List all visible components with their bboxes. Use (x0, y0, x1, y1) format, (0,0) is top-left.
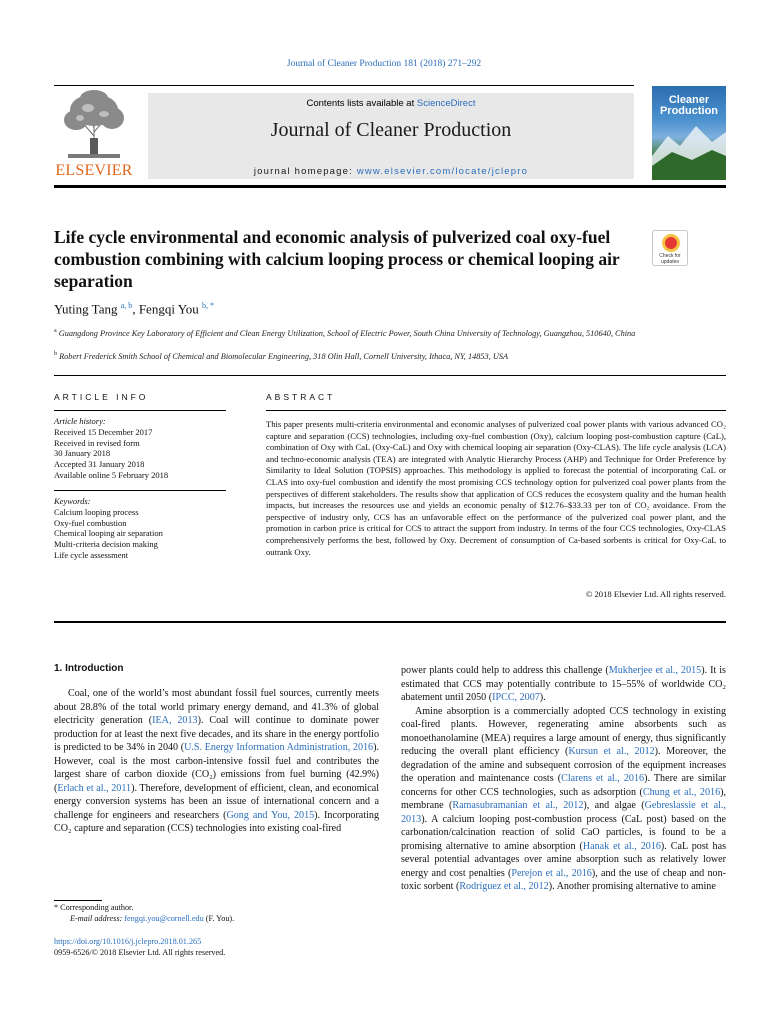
text-run: ). It is estimated that CCS may potentially contribute to 15–55% of worldwide CO₂ abatement until 2050 ( (401, 665, 726, 703)
reference-link[interactable]: Ramasubramanian et al., 2012 (452, 800, 584, 811)
abstract-heading: ABSTRACT (266, 392, 336, 402)
text-run: power plants could help to address this challenge ( (401, 665, 609, 676)
intro-paragraph (54, 687, 379, 836)
text-run: ). However, coal is the most carbon-intensive fossil fuel and contributes the largest share of carbon dioxide (CO₂) emissions from fuel burning (42.9%) ( (54, 742, 379, 794)
text-run: ). Another promising alternative to amine (548, 881, 716, 892)
text-run: ), and algae ( (583, 800, 645, 811)
journal-homepage (148, 166, 634, 177)
author-affiliation-link[interactable]: b, * (202, 301, 215, 310)
reference-link[interactable]: Hanak et al., 2016 (582, 840, 661, 852)
homepage-link[interactable]: www.elsevier.com/locate/jclepro (356, 166, 529, 177)
text-run: ). (539, 692, 546, 703)
right-column (401, 664, 726, 894)
section-rule (54, 375, 726, 376)
history-item: Received 15 December 2017 (54, 426, 153, 437)
keyword-item[interactable]: Calcium looping process (54, 506, 139, 517)
header-bottom-rule (54, 185, 726, 188)
author-name: Fengqi You (138, 301, 199, 317)
author-affiliation-link[interactable]: a, b (120, 301, 133, 310)
article-info-heading: ARTICLE INFO (54, 392, 149, 402)
introduction-heading: 1. Introduction (54, 663, 124, 674)
affiliation-text: Guangdong Province Key Laboratory of Efficient and Clean Energy Utilization, School of Electric Power, South China University of Technology, Guangzhou, 510640, China (58, 328, 636, 338)
email-footnote (54, 914, 384, 925)
email-suffix: (F. You). (203, 914, 235, 923)
affiliation-text: Robert Frederick Smith School of Chemical and Biomolecular Engineering, 318 Olin Hall, Cornell University, Ithaca, NY, 14853, USA (59, 351, 509, 361)
reference-link[interactable]: U.S. Energy Information Administration, 2016 (184, 742, 374, 753)
reference-link[interactable]: Mukherjee et al., 2015 (608, 665, 702, 676)
left-column (54, 687, 379, 836)
history-item: 30 January 2018 (54, 448, 111, 459)
homepage-label: journal homepage: (253, 166, 357, 177)
corresponding-author-note: * Corresponding author. (54, 903, 134, 912)
text-run: ). Coal will continue to dominate power production for at least the next five decades, and its share in the energy portfolio is predicted to be 34% in 2040 ( (54, 715, 380, 753)
history-item: Accepted 31 January 2018 (54, 459, 145, 470)
text-run: Coal, one of the world’s most abundant fossil fuel sources, currently meets about 28.8% of the total world primary energy demand, and 41.3% of global electricity generation ( (54, 688, 379, 726)
reference-link[interactable]: Rodríguez et al., 2012 (459, 881, 549, 892)
contents-availability (148, 98, 634, 109)
header-top-rule (54, 85, 634, 86)
text-run: ), and the use of cheap and non-toxic sorbent ( (401, 867, 726, 892)
cover-landscape-icon (652, 86, 726, 180)
text-run: ). Incorporating CO₂ capture and separation (CCS) technologies into existing coal-fired (54, 809, 379, 834)
reference-link[interactable]: Perejon et al., 2016 (511, 867, 592, 879)
journal-name: Journal of Cleaner Production (270, 119, 512, 141)
affiliation-marker: b (54, 351, 57, 357)
author-list (54, 301, 214, 317)
intro-paragraph (401, 705, 726, 894)
cover-title: Cleaner Production (659, 94, 719, 117)
keyword-item[interactable]: Oxy-fuel combustion (54, 517, 127, 528)
text-run: ). Therefore, development of efficient, clean, and economical energy conversion systems has been an issue of international concern and a challenge for engineers and researchers ( (54, 782, 379, 821)
journal-cover-thumbnail[interactable] (652, 86, 726, 180)
sciencedirect-link[interactable]: ScienceDirect (416, 98, 476, 109)
footnote-rule (54, 900, 102, 901)
journal-citation[interactable]: Journal of Cleaner Production 181 (2018) 271–292 (286, 59, 482, 69)
abstract-rule (266, 410, 726, 411)
issn-copyright: 0959-6526/© 2018 Elsevier Ltd. All rights reserved. (54, 948, 226, 957)
contents-prefix: Contents lists available at (306, 98, 417, 109)
text-run: ). Moreover, the degradation of the amine and subsequent corrosion of the equipment increases the operation and maintenance costs ( (401, 746, 726, 784)
email-label: E-mail address: (70, 914, 125, 923)
elsevier-tree-logo-icon[interactable] (54, 88, 134, 182)
keywords (54, 496, 226, 561)
header-center-panel (148, 93, 634, 179)
intro-paragraph (401, 664, 726, 705)
email-link[interactable]: fengqi.you@cornell.edu (124, 914, 204, 923)
check-for-updates-badge[interactable] (652, 230, 688, 266)
reference-link[interactable]: IPCC, 2007 (492, 692, 540, 703)
article-info-rule (54, 410, 226, 411)
reference-link[interactable]: Clarens et al., 2016 (561, 773, 645, 784)
history-item: Available online 5 February 2018 (54, 469, 169, 480)
elsevier-wordmark: ELSEVIER (55, 162, 133, 179)
author-separator: , (132, 301, 139, 317)
reference-link[interactable]: Gong and You, 2015 (226, 809, 315, 821)
abstract-copyright: © 2018 Elsevier Ltd. All rights reserved. (585, 589, 726, 599)
tree-illustration-icon (54, 88, 134, 160)
crossmark-caption: Check for updates (659, 253, 681, 265)
keywords-rule (54, 490, 226, 491)
journal-header (54, 88, 634, 182)
keyword-item[interactable]: Multi-criteria decision making (54, 539, 158, 550)
paper-title: Life cycle environmental and economic analysis of pulverized coal oxy-fuel combustion combining with calcium looping process or chemical looping air separation (54, 227, 620, 291)
reference-link[interactable]: Gebreslassie et al., 2013 (401, 800, 726, 825)
affiliation-a (54, 326, 644, 339)
author-name: Yuting Tang (54, 301, 118, 317)
crossmark-icon (662, 234, 680, 252)
keywords-label: Keywords: (54, 496, 91, 506)
text-run: ). There are similar concerns for other CCS technologies, such as adsorption ( (401, 773, 726, 798)
keyword-item[interactable]: Life cycle assessment (54, 549, 129, 560)
reference-link[interactable]: Chung et al., 2016 (642, 786, 721, 798)
reference-link[interactable]: Kursun et al., 2012 (568, 746, 655, 757)
reference-link[interactable]: Erlach et al., 2011 (57, 782, 132, 794)
text-run: Amine absorption is a commercially adopted CCS technology in existing coal-fired plants. However, regenerating amine absorbents such as monoethanolamine (MEA) requires a large amount of energy, thus significantly reducing the overall plant efficiency ( (401, 705, 726, 757)
history-label: Article history: (54, 416, 106, 426)
text-run: ), membrane ( (401, 786, 727, 811)
doi-link[interactable]: https://doi.org/10.1016/j.jclepro.2018.01.265 (54, 937, 202, 946)
reference-link[interactable]: IEA, 2013 (152, 715, 198, 726)
affiliation-marker: a (54, 328, 57, 334)
history-item: Received in revised form (54, 437, 140, 448)
keyword-item[interactable]: Chemical looping air separation (54, 528, 163, 539)
text-run: ). CaL post has several potential advantages over amine absorption such as relatively lower energy and cost penalties ( (401, 840, 726, 879)
text-run: ). A calcium looping post-combustion process (CaL post) based on the carbonation/calcination reaction of solid CaO particles, is found to be a promising alternative to amine absorption ( (401, 813, 726, 852)
article-history (54, 416, 226, 481)
affiliation-b (54, 349, 644, 362)
abstract-body: This paper presents multi-criteria environmental and economic analyses of pulverized coal power plants with various advanced CO₂ capture and separation (CCS) technologies, including oxy-fuel combustion (Oxy), calcium looping post-combustion capture (CaL), combination of Oxy with CaL (Oxy-CaL) and Oxy with chemical looping air separation (Oxy-CLAS). The life cycle analysis (LCA) and techno-economic analysis (TEA) are integrated with Analytic Hierarchy Process (AHP) and Technique for Order Preference by Similarity to Ideal Solution (TOPSIS) approaches. This methodology is applied to forecast the potential of incorporating CaL or CLAS into oxy-fuel combustion and identify the most promising CCS technology option for pulverized coal power plants from the perspectives of different stakeholders. The results show that application of CCS reduces the ecosystem quality and the human health impacts, but increases the resources use and yields an economic penalty of $12.76–$33.33 per ton of CO₂ avoidance. From the perspective of industry only, CCS has an unfavorable effect on the performance of the pulverized coal power plant, and the promotion in carbon price is critical for CCS to attract the support from industry. In terms of the four CCS technologies, Oxy-CLAS comprehensively performs the best, followed by Oxy. Decrement of consumption of Ca-based sorbents is critical for Oxy-CaL to outrank Oxy. (266, 419, 726, 557)
body-separator-rule (54, 621, 726, 623)
